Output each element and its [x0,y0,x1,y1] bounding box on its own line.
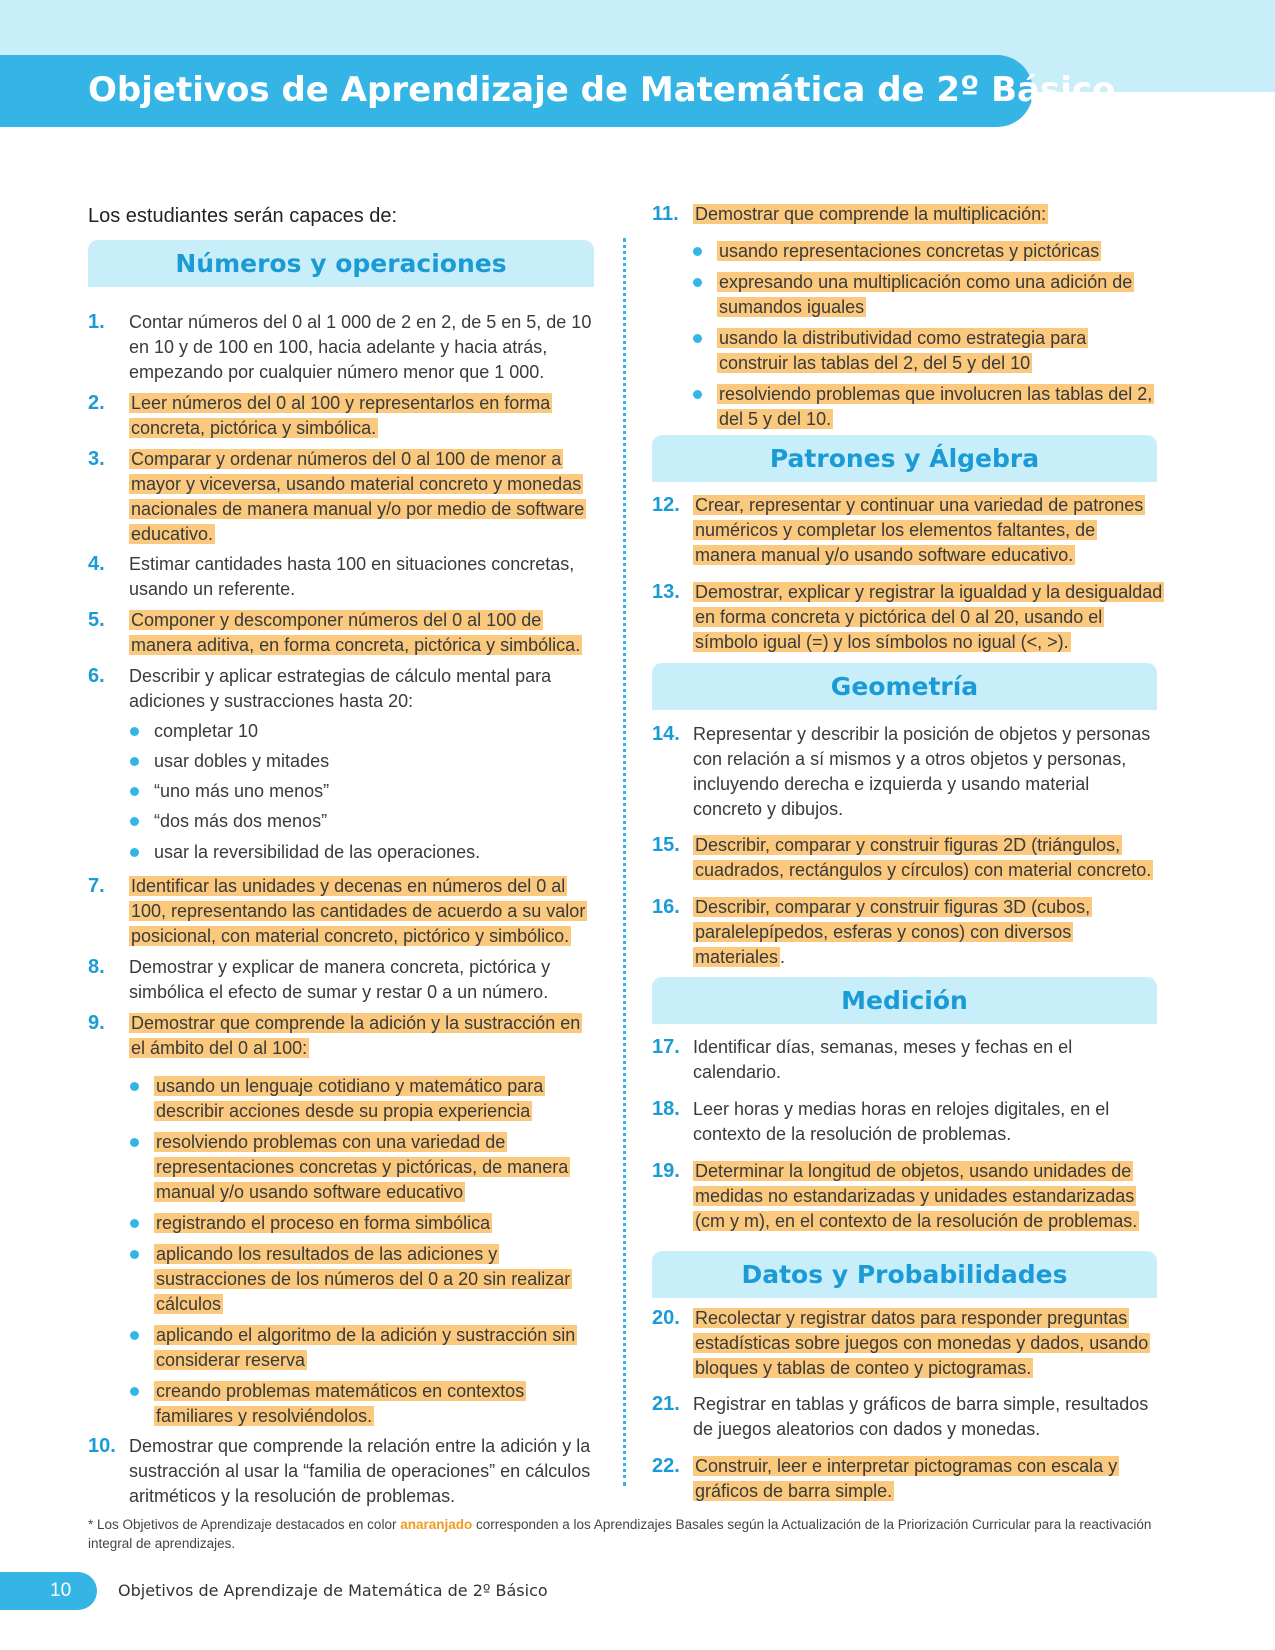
objective-number: 14. [652,723,680,745]
objective-number: 22. [652,1455,680,1477]
objective-number: 4. [88,553,105,575]
bullet-text: usar dobles y mitades [154,751,330,771]
objective-text: Demostrar que comprende la relación entre la adición y la sustracción al usar la “familia de operaciones” en cálculos aritméticos y la resolución de problemas. [129,1436,591,1506]
bullet-text: “uno más uno menos” [154,781,330,801]
page-title: Objetivos de Aprendizaje de Matemática de 2º Básico [88,70,1116,110]
objective-number: 7. [88,875,105,897]
bullet-icon [130,1138,139,1147]
objective-number: 11. [652,203,679,225]
objective-number: 13. [652,581,680,603]
bullet-icon [130,1331,139,1340]
objective-text: Contar números del 0 al 1 000 de 2 en 2, de 5 en 5, de 10 en 10 y de 100 en 100, hacia adelante y hacia atrás, empezando por cualquier número menor que 1 000. [129,312,592,382]
bullet-text: registrando el proceso en forma simbólica [156,1213,491,1233]
bullet-icon [130,757,139,766]
objective-text-tail: . [780,947,786,967]
bullet-icon [693,247,702,256]
bullet-text: usando la distributividad como estrategia para construir las tablas del 2, del 5 y del 10 [719,328,1087,373]
objective-text: Leer números del 0 al 100 y representarlos en forma concreta, pictórica y simbólica. [131,393,551,438]
objective-number: 5. [88,609,105,631]
bullet-text: aplicando los resultados de las adiciones y sustracciones de los números del 0 a 20 sin realizar cálculos [156,1244,571,1314]
footnote-text-end: corresponden a los Aprendizajes Basales según la Actualización de la Priorización Curricular para la reactivación integral de aprendizajes. [88,1517,1152,1551]
objective-text: Describir y aplicar estrategias de cálculo mental para adiciones y sustracciones hasta 20: [129,666,552,711]
bullet-icon [130,1387,139,1396]
page-number-tab [0,1572,97,1610]
bullet-text: usando representaciones concretas y pictóricas [719,241,1100,261]
objective-number: 3. [88,448,105,470]
bullet-icon [130,787,139,796]
bullet-text: “dos más dos menos” [154,811,328,831]
objective-text: Demostrar y explicar de manera concreta, pictórica y simbólica el efecto de sumar y restar 0 a un número. [129,957,551,1002]
bullet-text: usando un lenguaje cotidiano y matemático para describir acciones desde su propia experiencia [156,1076,544,1121]
objective-text: Demostrar, explicar y registrar la igualdad y la desigualdad en forma concreta y pictórica del 0 al 20, usando el símbolo igual (=) y los símbolos no igual (<, >). [695,582,1163,652]
objective-text: Crear, representar y continuar una variedad de patrones numéricos y completar los elementos faltantes, de manera manual y/o usando software educativo. [695,495,1144,565]
bullet-text: aplicando el algoritmo de la adición y sustracción sin considerar reserva [156,1325,576,1370]
objective-number: 8. [88,956,105,978]
bullet-text: resolviendo problemas que involucren las tablas del 2, del 5 y del 10. [719,384,1153,429]
objective-text: Recolectar y registrar datos para responder preguntas estadísticas sobre juegos con monedas y dados, usando bloques y tablas de conteo y pictogramas. [695,1308,1149,1378]
column-divider [623,238,626,1486]
objective-text: Describir, comparar y construir figuras 2D (triángulos, cuadrados, rectángulos y círculos) con material concreto. [695,835,1152,880]
objective-text: Describir, comparar y construir figuras 3D (cubos, paralelepípedos, esferas y conos) con diversos materiales [695,897,1091,967]
section-geometria: Geometría [652,663,1157,710]
objective-text: Construir, leer e interpretar pictogramas con escala y gráficos de barra simple. [695,1456,1118,1501]
objective-text: Representar y describir la posición de objetos y personas con relación a sí mismos y a otros objetos y personas, incluyendo derecha e izquierda y usando material concreto y dibujos. [693,724,1151,819]
section-numeros-operaciones: Números y operaciones [88,240,594,287]
objective-text: Identificar días, semanas, meses y fechas en el calendario. [693,1037,1073,1082]
objective-number: 2. [88,392,105,414]
objective-text: Identificar las unidades y decenas en números del 0 al 100, representando las cantidades de acuerdo a su valor posicional, con material concreto, pictórico y simbólico. [131,876,586,946]
footer-title: Objetivos de Aprendizaje de Matemática de 2º Básico [118,1581,548,1600]
bullet-icon [693,390,702,399]
bullet-text: usar la reversibilidad de las operaciones. [154,842,481,862]
bullet-icon [693,278,702,287]
objective-number: 19. [652,1160,680,1182]
objective-text: Demostrar que comprende la multiplicación: [695,204,1047,224]
objective-text: Determinar la longitud de objetos, usando unidades de medidas no estandarizadas y unidades estandarizadas (cm y m), en el contexto de la resolución de problemas. [695,1161,1138,1231]
bullet-icon [130,848,139,857]
objective-number: 21. [652,1393,680,1415]
objective-number: 17. [652,1036,680,1058]
objective-number: 10. [88,1435,116,1457]
section-datos-probabilidades: Datos y Probabilidades [652,1251,1157,1298]
section-patrones-algebra: Patrones y Álgebra [652,435,1157,482]
objective-text: Demostrar que comprende la adición y la sustracción en el ámbito del 0 al 100: [131,1013,581,1058]
bullet-icon [693,334,702,343]
bullet-text: resolviendo problemas con una variedad de representaciones concretas y pictóricas, de manera manual y/o usando software educativo [156,1132,569,1202]
bullet-icon [130,1082,139,1091]
footnote [88,1515,1188,1553]
objective-number: 9. [88,1012,105,1034]
section-medicion: Medición [652,977,1157,1024]
bullet-text: expresando una multiplicación como una adición de sumandos iguales [719,272,1133,317]
objective-number: 18. [652,1098,680,1120]
bullet-icon [130,817,139,826]
bullet-text: creando problemas matemáticos en contextos familiares y resolviéndolos. [156,1381,525,1426]
bullet-text: completar 10 [154,721,259,741]
bullet-icon [130,1250,139,1259]
objective-number: 15. [652,834,680,856]
footnote-text: * Los Objetivos de Aprendizaje destacados en color [88,1517,401,1532]
objective-number: 1. [88,311,105,333]
objective-text: Componer y descomponer números del 0 al 100 de manera aditiva, en forma concreta, pictórica y simbólica. [131,610,581,655]
objective-number: 16. [652,896,680,918]
page-number: 10 [50,1580,72,1601]
bullet-icon [130,727,139,736]
objective-text: Registrar en tablas y gráficos de barra simple, resultados de juegos aleatorios con dados y monedas. [693,1394,1149,1439]
footnote-highlight-word: anaranjado [400,1517,473,1532]
objective-text: Estimar cantidades hasta 100 en situaciones concretas, usando un referente. [129,554,575,599]
objective-text: Comparar y ordenar números del 0 al 100 de menor a mayor y viceversa, usando material concreto y monedas nacionales de manera manual y/o por medio de software educativo. [131,449,585,544]
objective-number: 20. [652,1307,680,1329]
objective-number: 6. [88,665,105,687]
objective-number: 12. [652,494,680,516]
objective-text: Leer horas y medias horas en relojes digitales, en el contexto de la resolución de problemas. [693,1099,1110,1144]
intro-text: Los estudiantes serán capaces de: [88,205,398,227]
bullet-icon [130,1219,139,1228]
